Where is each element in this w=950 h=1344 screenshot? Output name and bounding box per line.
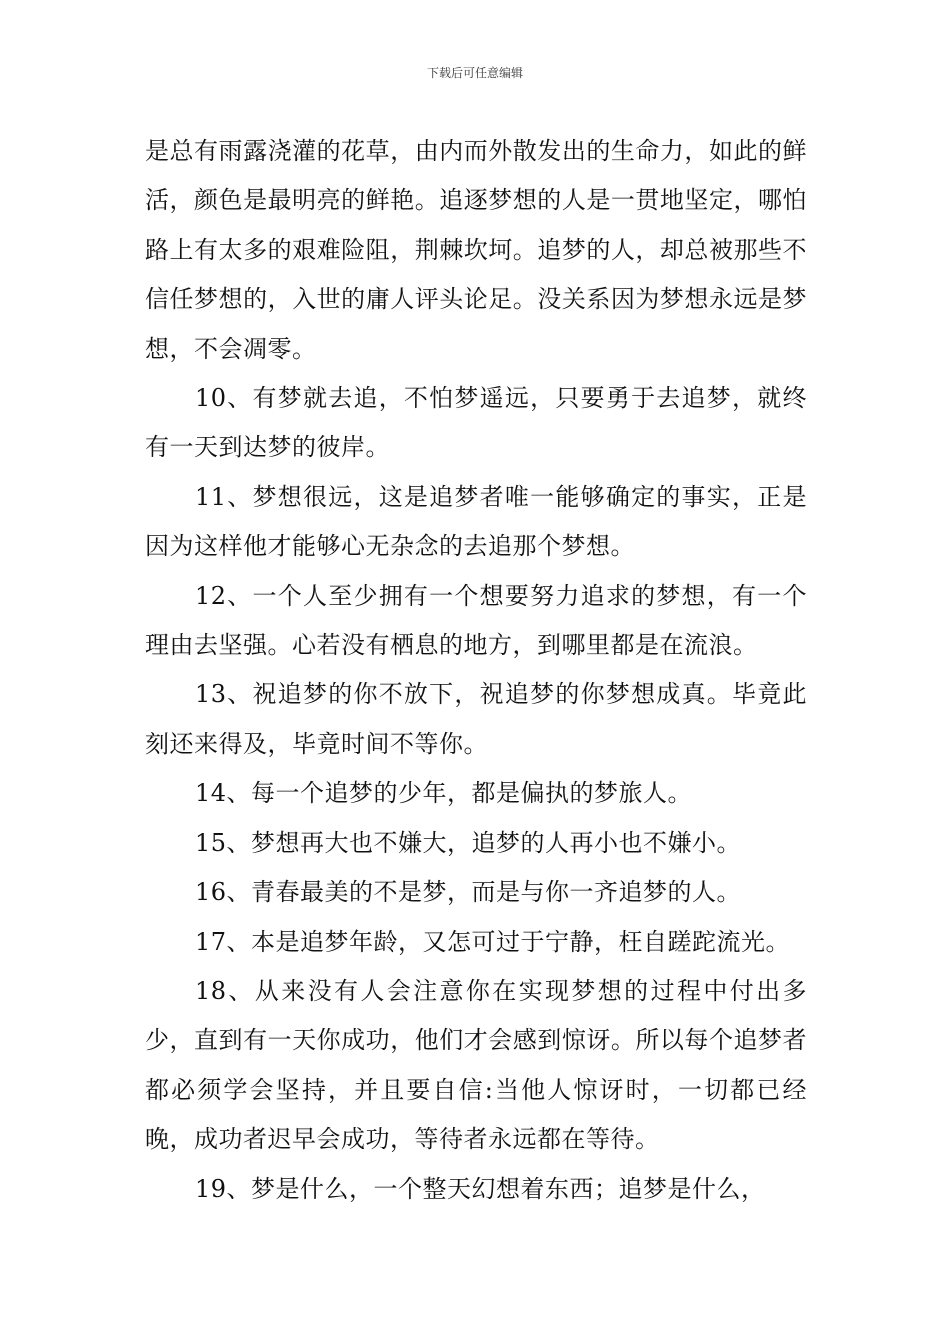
paragraph-item-11: 11、梦想很远，这是追梦者唯一能够确定的事实，正是因为这样他才能够心无杂念的去追那个梦想。 [145, 482, 807, 561]
paragraph-item-10: 10、有梦就去追，不怕梦遥远，只要勇于去追梦，就终有一天到达梦的彼岸。 [145, 384, 807, 462]
paragraph-item-18: 18、从来没有人会注意你在实现梦想的过程中付出多少，直到有一天你成功，他们才会感到惊讶。所以每个追梦者都必须学会坚持，并且要自信:当他人惊讶时，一切都已经晚，成功者迟早会成功，等待者永远都在等待。 [145, 976, 807, 1154]
paragraph-item-19: 19、梦是什么，一个整天幻想着东西；追梦是什么， [195, 1174, 766, 1203]
paragraph-item-16: 16、青春最美的不是梦，而是与你一齐追梦的人。 [195, 878, 742, 907]
paragraph-item-12: 12、一个人至少拥有一个想要努力追求的梦想，有一个理由去坚强。心若没有栖息的地方，到哪里都是在流浪。 [145, 581, 807, 660]
paragraph-item-15: 15、梦想再大也不嫌大，追梦的人再小也不嫌小。 [195, 828, 742, 857]
paragraph-item-13: 13、祝追梦的你不放下，祝追梦的你梦想成真。毕竟此刻还来得及，毕竟时间不等你。 [145, 680, 807, 758]
body-text [145, 127, 807, 1214]
page-header: 下载后可任意编辑 [426, 66, 523, 80]
paragraph-continuation: 是总有雨露浇灌的花草，由内而外散发出的生命力，如此的鲜活，颜色是最明亮的鲜艳。追逐梦想的人是一贯地坚定，哪怕路上有太多的艰难险阻，荆棘坎坷。追梦的人，却总被那些不信任梦想的，入世的庸人评头论足。没关系因为梦想永远是梦想，不会凋零。 [145, 137, 807, 363]
paragraph-item-14: 14、每一个追梦的少年，都是偏执的梦旅人。 [195, 779, 693, 808]
paragraph-item-17: 17、本是追梦年龄，又怎可过于宁静，枉自蹉跎流光。 [195, 927, 791, 956]
